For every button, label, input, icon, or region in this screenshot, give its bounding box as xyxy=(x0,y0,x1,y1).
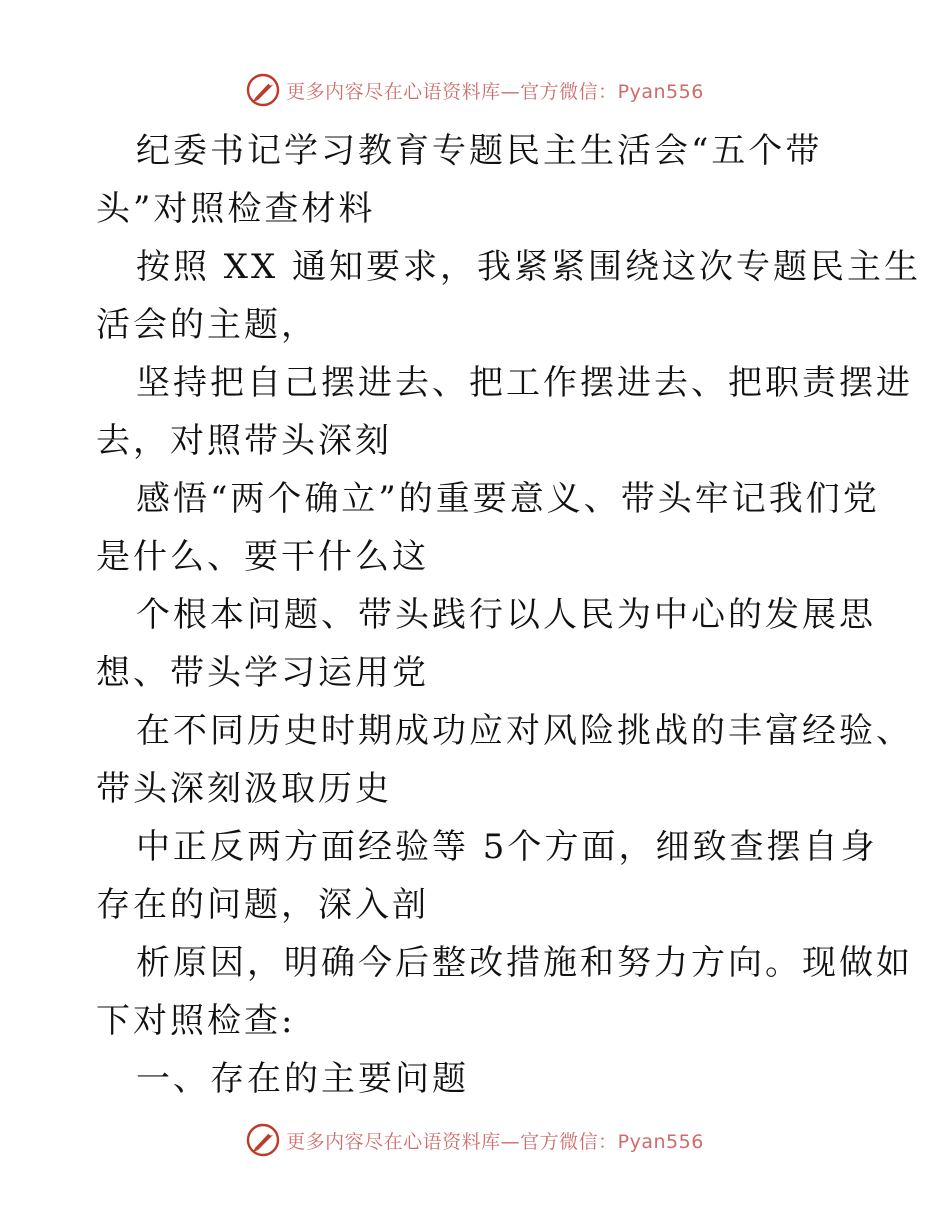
paragraph xyxy=(96,470,880,586)
document-body xyxy=(96,122,922,1108)
paragraph-line: 感悟“两个确立”的重要意义、带头牢记我们党 xyxy=(136,479,880,519)
paragraph-line: 头”对照检查材料 xyxy=(96,189,376,229)
document-title xyxy=(96,122,856,238)
red-quill-logo-icon xyxy=(246,73,280,107)
paragraph xyxy=(96,934,913,1050)
paragraph xyxy=(96,238,922,354)
paragraph-line: 在不同历史时期成功应对风险挑战的丰富经验、 xyxy=(136,711,913,751)
watermark-text: 更多内容尽在心语资料库—官方微信：Pyan556 xyxy=(286,1130,704,1153)
paragraph xyxy=(96,702,913,818)
paragraph xyxy=(96,818,878,934)
paragraph-line: 带头深刻汲取历史 xyxy=(96,769,392,809)
paragraph-line: 纪委书记学习教育专题民主生活会“五个带 xyxy=(136,131,823,171)
paragraph-line: 析原因，明确今后整改措施和努力方向。现做如 xyxy=(136,943,913,983)
paragraph-line: 想、带头学习运用党 xyxy=(96,653,429,693)
paragraph-line: 下对照检查: xyxy=(96,1001,296,1041)
footer-watermark xyxy=(0,1120,950,1160)
paragraph-line: 去，对照带头深刻 xyxy=(96,421,392,461)
paragraph-line: 中正反两方面经验等 5个方面，细致查摆自身 xyxy=(136,827,878,867)
header-watermark xyxy=(0,70,950,110)
paragraph-line: 个根本问题、带头践行以人民为中心的发展思 xyxy=(136,595,876,635)
section-heading xyxy=(96,1050,856,1108)
paragraph-line: 活会的主题， xyxy=(96,305,318,345)
paragraph xyxy=(96,354,913,470)
paragraph-line: 坚持把自己摆进去、把工作摆进去、把职责摆进 xyxy=(136,363,913,403)
paragraph-line: 一、存在的主要问题 xyxy=(136,1059,469,1099)
paragraph-line: 按照 XX 通知要求，我紧紧围绕这次专题民主生 xyxy=(136,247,922,287)
paragraph-line: 存在的问题，深入剖 xyxy=(96,885,429,925)
paragraph-line: 是什么、要干什么这 xyxy=(96,537,429,577)
red-quill-logo-icon xyxy=(246,1123,280,1157)
watermark-text: 更多内容尽在心语资料库—官方微信：Pyan556 xyxy=(286,80,704,103)
paragraph xyxy=(96,586,876,702)
